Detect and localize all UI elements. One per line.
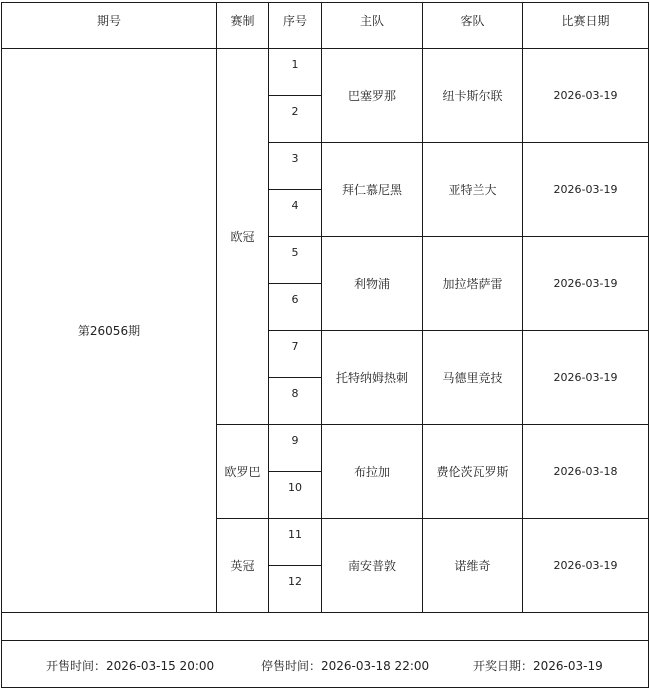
header-date: 比赛日期 [523, 3, 649, 49]
seq-cell: 10 [269, 472, 322, 519]
header-home: 主队 [322, 3, 423, 49]
away-team-cell: 诺维奇 [423, 519, 523, 613]
footer-cell [2, 641, 649, 688]
sale-stop-time: 停售时间：2026-03-18 22:00 [261, 659, 430, 673]
competition-cell: 欧冠 [217, 49, 269, 425]
home-team-cell: 拜仁慕尼黑 [322, 143, 423, 237]
header-competition: 赛制 [217, 3, 269, 49]
competition-cell: 欧罗巴 [217, 425, 269, 519]
footer-info [2, 641, 648, 687]
date-cell: 2026-03-19 [523, 519, 649, 613]
seq-cell: 9 [269, 425, 322, 472]
table-row [2, 49, 649, 96]
sale-start-time: 开售时间：2026-03-15 20:00 [46, 659, 215, 673]
header-row [2, 3, 649, 49]
competition-cell: 英冠 [217, 519, 269, 613]
date-cell: 2026-03-19 [523, 331, 649, 425]
date-cell: 2026-03-19 [523, 237, 649, 331]
seq-cell: 11 [269, 519, 322, 566]
seq-cell: 4 [269, 190, 322, 237]
draw-date: 开奖日期：2026-03-19 [473, 659, 603, 673]
home-team-cell: 布拉加 [322, 425, 423, 519]
schedule-table [1, 2, 649, 688]
home-team-cell: 利物浦 [322, 237, 423, 331]
home-team-cell: 托特纳姆热刺 [322, 331, 423, 425]
date-cell: 2026-03-19 [523, 143, 649, 237]
home-team-cell: 巴塞罗那 [322, 49, 423, 143]
seq-cell: 5 [269, 237, 322, 284]
seq-cell: 7 [269, 331, 322, 378]
away-team-cell: 纽卡斯尔联 [423, 49, 523, 143]
home-team-cell: 南安普敦 [322, 519, 423, 613]
away-team-cell: 亚特兰大 [423, 143, 523, 237]
blank-cell [2, 613, 649, 641]
seq-cell: 6 [269, 284, 322, 331]
header-issue: 期号 [2, 3, 217, 49]
date-cell: 2026-03-19 [523, 49, 649, 143]
seq-cell: 8 [269, 378, 322, 425]
seq-cell: 3 [269, 143, 322, 190]
date-cell: 2026-03-18 [523, 425, 649, 519]
blank-row [2, 613, 649, 641]
footer-row [2, 641, 649, 688]
header-away: 客队 [423, 3, 523, 49]
away-team-cell: 马德里竞技 [423, 331, 523, 425]
seq-cell: 2 [269, 96, 322, 143]
header-seq: 序号 [269, 3, 322, 49]
away-team-cell: 加拉塔萨雷 [423, 237, 523, 331]
issue-cell: 第26056期 [2, 49, 217, 613]
seq-cell: 12 [269, 566, 322, 613]
away-team-cell: 费伦茨瓦罗斯 [423, 425, 523, 519]
seq-cell: 1 [269, 49, 322, 96]
